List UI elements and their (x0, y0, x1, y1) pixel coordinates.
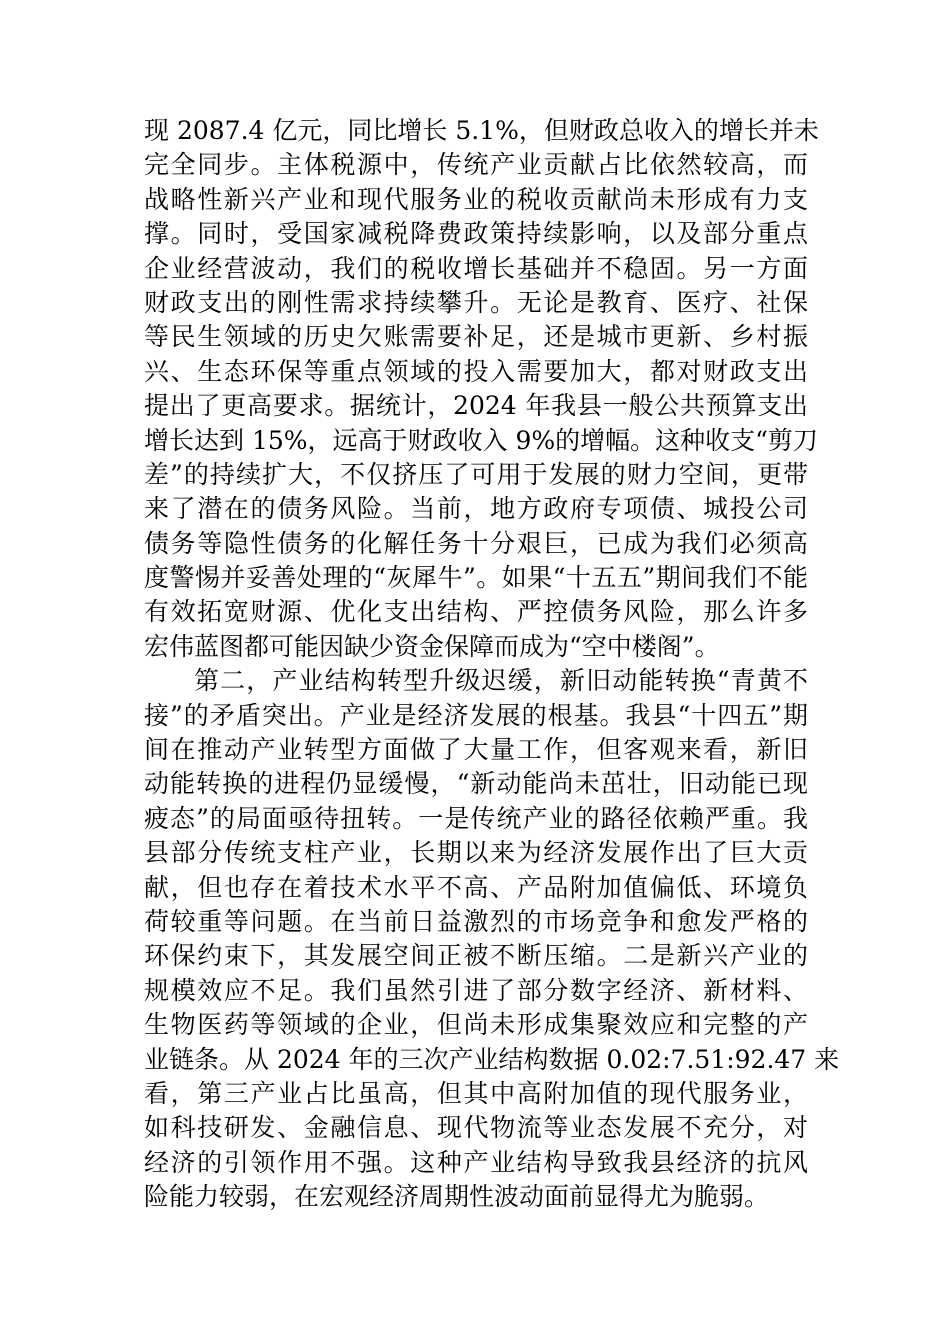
text-line: 差”的持续扩大，不仅挤压了可用于发展的财力空间，更带 (144, 459, 808, 489)
text-line: 来了潜在的债务风险。当前，地方政府专项债、城投公司 (144, 494, 808, 524)
text-line: 生物医药等领域的企业，但尚未形成集聚效应和完整的产 (144, 1010, 808, 1040)
text-line: 度警惕并妥善处理的“灰犀牛”。如果“十五五”期间我们不能 (144, 563, 808, 593)
text-line: 动能转换的进程仍显缓慢，“新动能尚未茁壮，旧动能已现 (144, 769, 808, 799)
text-line: 第二，产业结构转型升级迟缓，新旧动能转换“青黄不 (194, 666, 808, 696)
text-line: 提出了更高要求。据统计，2024 年我县一般公共预算支出 (144, 391, 808, 421)
paragraph-fiscal (144, 114, 819, 664)
paragraph-industry (144, 664, 840, 1214)
text-line: 企业经营波动，我们的税收增长基础并不稳固。另一方面 (144, 253, 808, 283)
body-text (144, 114, 840, 1215)
text-line: 债务等隐性债务的化解任务十分艰巨，已成为我们必须高 (144, 528, 808, 558)
text-line: 增长达到 15%，远高于财政收入 9%的增幅。这种收支“剪刀 (144, 425, 818, 455)
text-line: 规模效应不足。我们虽然引进了部分数字经济、新材料、 (144, 975, 808, 1005)
text-line: 荷较重等问题。在当前日益激烈的市场竞争和愈发严格的 (144, 906, 808, 936)
text-line: 看，第三产业占比虽高，但其中高附加值的现代服务业， (144, 1078, 808, 1108)
text-line: 间在推动产业转型方面做了大量工作，但客观来看，新旧 (144, 735, 808, 765)
text-line: 险能力较弱，在宏观经济周期性波动面前显得尤为脆弱。 (144, 1182, 770, 1212)
text-line: 等民生领域的历史欠账需要补足，还是城市更新、乡村振 (144, 322, 808, 352)
text-line: 战略性新兴产业和现代服务业的税收贡献尚未形成有力支 (144, 184, 808, 214)
text-line: 经济的引领作用不强。这种产业结构导致我县经济的抗风 (144, 1147, 808, 1177)
text-line: 撑。同时，受国家减税降费政策持续影响，以及部分重点 (144, 219, 808, 249)
text-line: 业链条。从 2024 年的三次产业结构数据 0.02:7.51:92.47 来 (144, 1044, 840, 1074)
text-line: 疲态”的局面亟待扭转。一是传统产业的路径依赖严重。我 (144, 803, 808, 833)
text-line: 兴、生态环保等重点领域的投入需要加大，都对财政支出 (144, 356, 808, 386)
text-line: 有效拓宽财源、优化支出结构、严控债务风险，那么许多 (144, 597, 808, 627)
text-line: 环保约束下，其发展空间正被不断压缩。二是新兴产业的 (144, 941, 808, 971)
text-line: 接”的矛盾突出。产业是经济发展的根基。我县“十四五”期 (144, 700, 808, 730)
text-line: 宏伟蓝图都可能因缺少资金保障而成为“空中楼阁”。 (144, 631, 720, 661)
text-line: 如科技研发、金融信息、现代物流等业态发展不充分，对 (144, 1113, 808, 1143)
text-line: 县部分传统支柱产业，长期以来为经济发展作出了巨大贡 (144, 838, 808, 868)
text-line: 完全同步。主体税源中，传统产业贡献占比依然较高，而 (144, 150, 808, 180)
text-line: 财政支出的刚性需求持续攀升。无论是教育、医疗、社保 (144, 287, 808, 317)
text-line: 现 2087.4 亿元，同比增长 5.1%，但财政总收入的增长并未 (144, 116, 819, 145)
text-line: 献，但也存在着技术水平不高、产品附加值偏低、环境负 (144, 872, 808, 902)
